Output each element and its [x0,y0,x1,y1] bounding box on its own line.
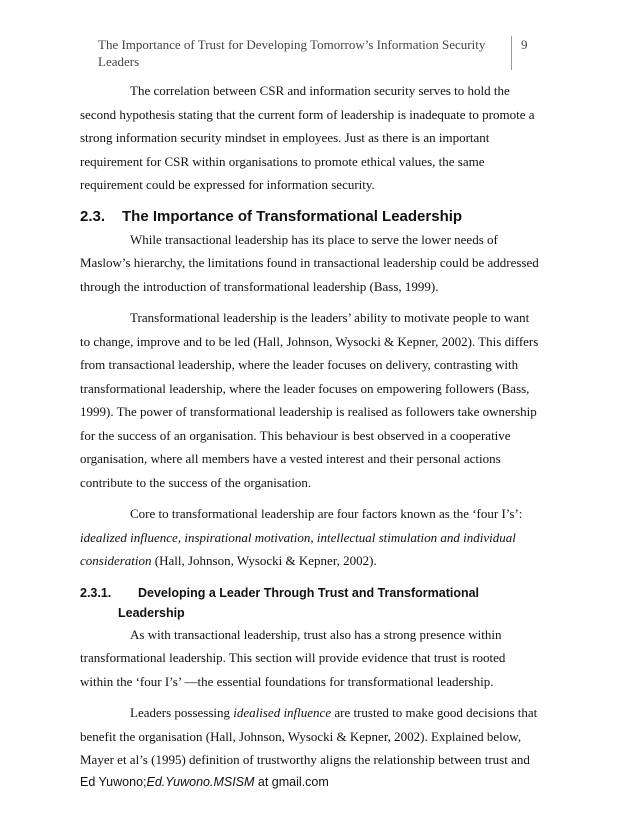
paragraph-transformational-definition: Transformational leadership is the leaders’ ability to motivate people to want to change, improve and to be led (Hall, Johnson, Wysocki & Kepner, 2002). This differs from transactional leadership, where the leader focuses on delivery, contrasting with transformational leadership, where the leader focuses on empowering followers (Bass, 1999). The power of transformational leadership is realised as followers take ownership for the success of an organisation. This behaviour is best observed in a cooperative organisation, where all members have a vested interest and their personal actions contribute to the success of the organisation. [80,310,539,490]
subsection-heading-2-3-1 [80,583,540,623]
four-is-citation: (Hall, Johnson, Wysocki & Kepner, 2002). [151,553,377,568]
author-email-domain: gmail.com [271,775,329,789]
section-heading-2-3 [80,206,540,228]
paragraph-csr-correlation: The correlation between CSR and information security serves to hold the second hypothesis stating that the current form of leadership is inadequate to promote a strong information security mindset in employees. Just as there is an important requirement for CSR within organisations to promote ethical values, the same requirement could be expressed for information security. [80,83,535,192]
page-footer [80,775,329,789]
author-email-user: Ed.Yuwono.MSISM [146,775,255,789]
subsection-title-line2: Leadership [118,605,185,620]
page-number: 9 [521,37,528,52]
header-divider [511,36,512,70]
subsection-title-line1: Developing a Leader Through Trust and Transformational [138,585,480,600]
author-email-at: at [254,775,272,789]
paragraph-four-is [80,502,540,573]
header-title: The Importance of Trust for Developing Tomorrow’s Information Security Leaders [98,37,486,69]
subsection-number: 2.3.1. [80,585,112,600]
idealised-post: are trusted to make good decisions that benefit the organisation (Hall, Johnson, Wysocki & Kepner, 2002). Explained below, Mayer et al’s (1995) definition of trustworthy aligns the relationship between trust and [80,705,538,767]
idealised-pre: Leaders possessing [130,705,234,720]
idealised-term: idealised influence [233,705,332,720]
paragraph-trust-rooted: As with transactional leadership, trust also has a strong presence within transformational leadership. This section will provide evidence that trust is rooted within the ‘four I’s’ —the essential foundations for transformational leadership. [80,626,506,689]
author-name: Ed Yuwono; [80,775,147,789]
section-title: The Importance of Transformational Leadership [122,207,463,225]
document-body [80,79,540,772]
page-header [98,36,538,74]
four-is-intro: Core to transformational leadership are four factors known as the ‘four I’s’: [130,506,523,521]
paragraph-idealised-influence [80,701,540,772]
four-is-factors: idealized influence, inspirational motivation, intellectual stimulation and individual consideration [80,529,516,568]
section-number: 2.3. [80,207,106,225]
paragraph-transactional-limits: While transactional leadership has its place to serve the lower needs of Maslow’s hierarchy, the limitations found in transactional leadership could be addressed through the introduction of transformational leadership (Bass, 1999). [80,231,539,294]
